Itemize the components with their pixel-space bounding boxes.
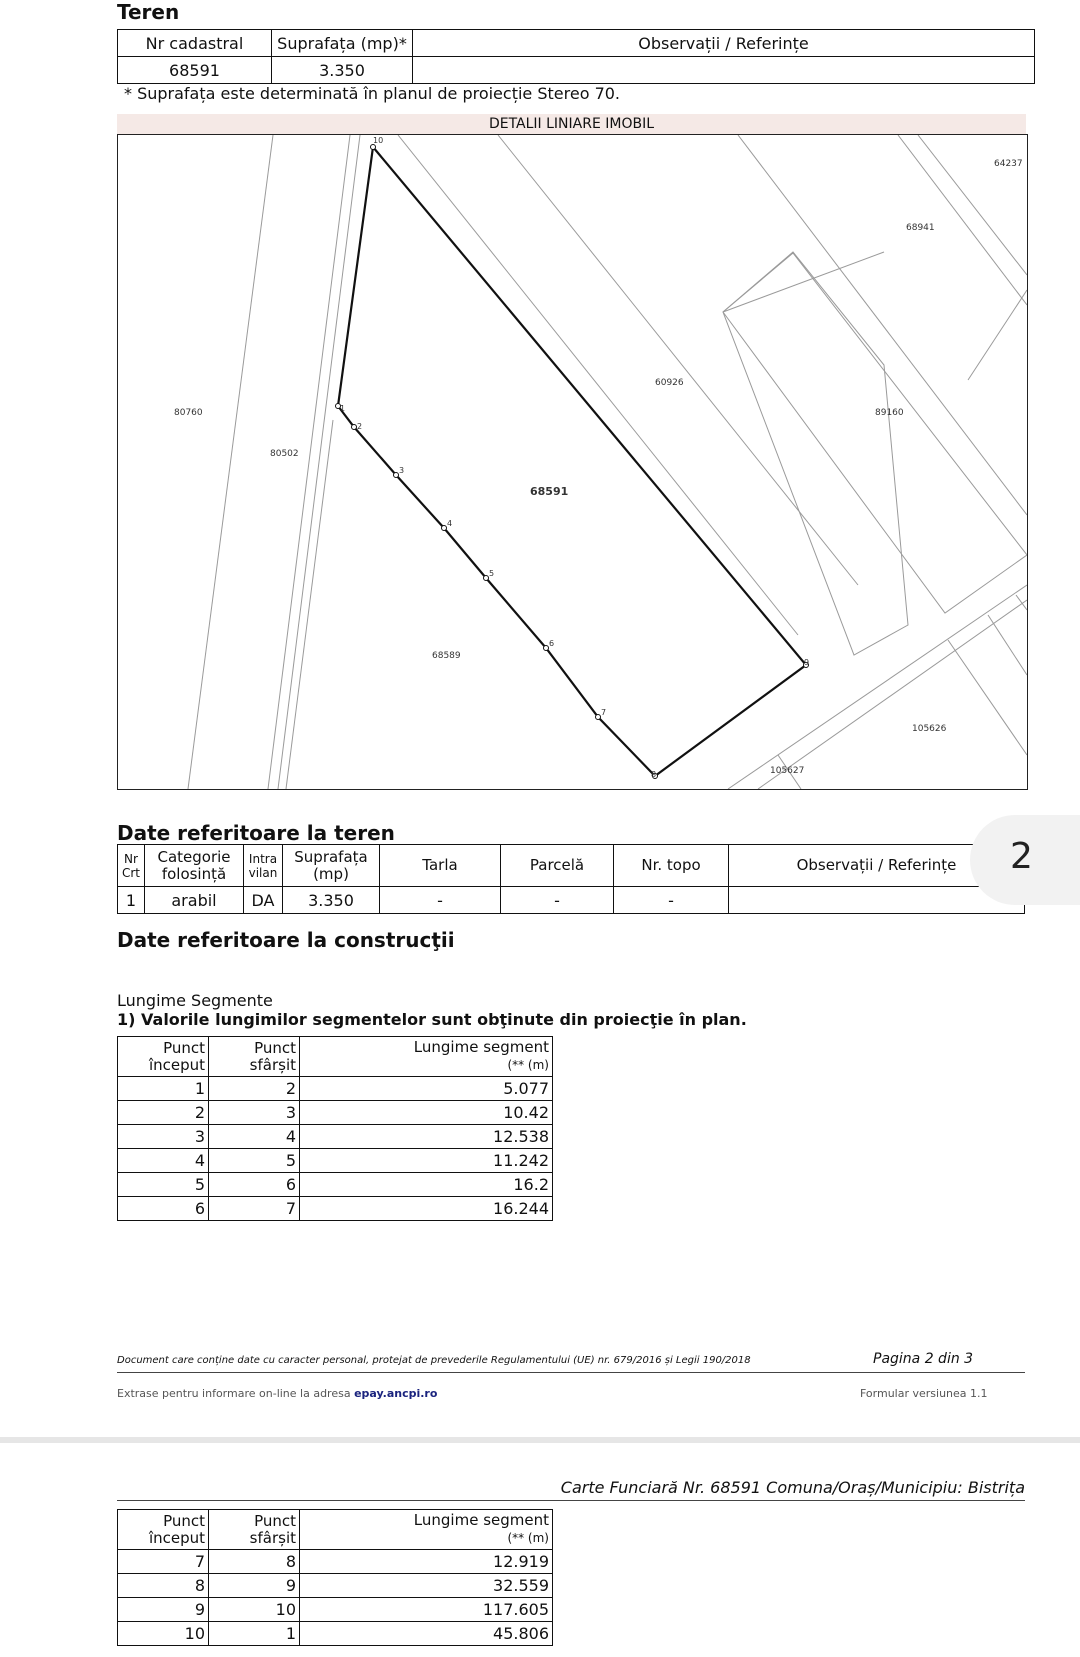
- point-label-4: 4: [447, 519, 453, 528]
- table-row: [118, 1077, 553, 1101]
- cell-nr-topo: -: [614, 887, 729, 914]
- page-badge-number: 2: [1010, 836, 1033, 877]
- header-nr-crt: Nr Crt: [118, 845, 145, 887]
- footer-page: Pagina 2 din 3: [873, 1351, 974, 1367]
- segment-end: 2: [209, 1077, 300, 1101]
- header-lungime-label: Lungime segment: [413, 1038, 549, 1056]
- header-punct-inceput: Punct început: [118, 1037, 209, 1077]
- label-68941: 68941: [906, 223, 935, 233]
- segment-length: 12.919: [300, 1550, 553, 1574]
- segment-length: 16.244: [300, 1197, 553, 1221]
- label-89160: 89160: [875, 408, 904, 418]
- point-label-8: 8: [651, 770, 657, 779]
- teren-title: Teren: [117, 0, 180, 24]
- segment-length: 45.806: [300, 1622, 553, 1646]
- cell-intravilan: DA: [244, 887, 283, 914]
- table-row: [118, 1622, 553, 1646]
- footer-extract-link[interactable]: epay.ancpi.ro: [354, 1387, 438, 1400]
- table-row: [118, 1550, 553, 1574]
- segment-length: 16.2: [300, 1173, 553, 1197]
- cell-parcela: -: [501, 887, 614, 914]
- header-punct-sfarsit-2: Punct sfârșit: [209, 1510, 300, 1550]
- segment-length: 10.42: [300, 1101, 553, 1125]
- segment-end: 3: [209, 1101, 300, 1125]
- cell-categorie: arabil: [145, 887, 244, 914]
- segments-table-continued: [117, 1509, 553, 1646]
- point-label-9: 9: [804, 658, 810, 667]
- footer-divider: [117, 1372, 1025, 1373]
- footer-privacy: Document care conține date cu caracter personal, protejat de prevederile Regulamentului (UE) nr. 679/2016 și Legii 190/2018: [117, 1355, 751, 1366]
- segment-end: 9: [209, 1574, 300, 1598]
- label-80502: 80502: [270, 449, 299, 459]
- segment-length: 11.242: [300, 1149, 553, 1173]
- cell-suprafata: 3.350: [272, 57, 413, 84]
- header-categorie: Categorie folosință: [145, 845, 244, 887]
- teren-table: [117, 29, 1035, 84]
- date-teren-title: Date referitoare la teren: [117, 821, 395, 845]
- header-tarla: Tarla: [380, 845, 501, 887]
- segment-start: 7: [118, 1550, 209, 1574]
- header-punct-inceput-2: Punct început: [118, 1510, 209, 1550]
- segment-start: 6: [118, 1197, 209, 1221]
- header-lungime-unit-2: (** (m): [507, 1531, 549, 1545]
- point-label-3: 3: [399, 466, 405, 475]
- segment-start: 9: [118, 1598, 209, 1622]
- cell-observatii: [413, 57, 1035, 84]
- table-row: [118, 1598, 553, 1622]
- segment-start: 4: [118, 1149, 209, 1173]
- segment-end: 1: [209, 1622, 300, 1646]
- header-nr-cadastral: Nr cadastral: [118, 30, 272, 57]
- table-row: [118, 1149, 553, 1173]
- footer-extract: [117, 1387, 437, 1400]
- cell-observatii-teren: [729, 887, 1025, 914]
- label-68591: 68591: [530, 485, 569, 498]
- point-label-7: 7: [601, 708, 607, 717]
- segment-length: 12.538: [300, 1125, 553, 1149]
- table-row: [118, 1574, 553, 1598]
- date-teren-table: [117, 844, 1025, 914]
- point-label-10: 10: [373, 136, 384, 145]
- segment-start: 1: [118, 1077, 209, 1101]
- point-label-1: 1: [340, 404, 346, 413]
- page-separator: [0, 1437, 1080, 1443]
- parcel-68591-boundary: [338, 147, 806, 776]
- segments-subtitle: 1) Valorile lungimilor segmentelor sunt obţinute din proiecţie în plan.: [117, 1010, 747, 1029]
- segment-length: 117.605: [300, 1598, 553, 1622]
- segment-end: 5: [209, 1149, 300, 1173]
- page3-header: Carte Funciară Nr. 68591 Comuna/Oraș/Municipiu: Bistrița: [560, 1478, 1025, 1497]
- segments-title: Lungime Segmente: [117, 991, 273, 1010]
- segment-length: 32.559: [300, 1574, 553, 1598]
- segment-start: 3: [118, 1125, 209, 1149]
- header-suprafata: Suprafața (mp)*: [272, 30, 413, 57]
- footer-extract-prefix: Extrase pentru informare on-line la adresa: [117, 1387, 351, 1400]
- label-80760: 80760: [174, 408, 203, 418]
- table-row: [118, 1101, 553, 1125]
- segment-start: 2: [118, 1101, 209, 1125]
- point-label-6: 6: [549, 639, 555, 648]
- cell-nr-crt: 1: [118, 887, 145, 914]
- header-suprafata-mp: Suprafața (mp): [283, 845, 380, 887]
- date-constructii-title: Date referitoare la construcţii: [117, 928, 455, 952]
- point-label-5: 5: [489, 569, 495, 578]
- cadastral-plan: [117, 134, 1028, 790]
- segment-end: 4: [209, 1125, 300, 1149]
- table-row: [118, 1173, 553, 1197]
- segment-start: 10: [118, 1622, 209, 1646]
- header-lungime-segment: [300, 1037, 553, 1077]
- header-lungime-unit: (** (m): [507, 1058, 549, 1072]
- segment-end: 10: [209, 1598, 300, 1622]
- segment-end: 7: [209, 1197, 300, 1221]
- segment-end: 8: [209, 1550, 300, 1574]
- header-punct-sfarsit: Punct sfârșit: [209, 1037, 300, 1077]
- segment-end: 6: [209, 1173, 300, 1197]
- segments-table: [117, 1036, 553, 1221]
- plan-title: DETALII LINIARE IMOBIL: [117, 114, 1026, 134]
- page3-header-divider: [117, 1500, 1025, 1501]
- segment-start: 5: [118, 1173, 209, 1197]
- label-105626: 105626: [912, 724, 947, 734]
- table-row: [118, 1125, 553, 1149]
- header-observatii-teren: Observații / Referințe: [729, 845, 1025, 887]
- teren-note: * Suprafața este determinată în planul de proiecție Stereo 70.: [124, 84, 621, 103]
- cell-tarla: -: [380, 887, 501, 914]
- label-68589: 68589: [432, 651, 461, 661]
- header-lungime-label-2: Lungime segment: [413, 1511, 549, 1529]
- footer-version: Formular versiunea 1.1: [860, 1387, 988, 1400]
- point-label-2: 2: [357, 422, 363, 431]
- segment-length: 5.077: [300, 1077, 553, 1101]
- cell-suprafata-mp: 3.350: [283, 887, 380, 914]
- plan-drawing: [118, 135, 1027, 789]
- header-lungime-segment-2: [300, 1510, 553, 1550]
- neighbor-parcels: [188, 135, 1027, 789]
- segment-start: 8: [118, 1574, 209, 1598]
- label-64237: 64237: [994, 159, 1023, 169]
- header-parcela: Parcelă: [501, 845, 614, 887]
- cell-nr-cadastral: 68591: [118, 57, 272, 84]
- table-row: [118, 1197, 553, 1221]
- label-105627: 105627: [770, 766, 805, 776]
- header-observatii: Observații / Referințe: [413, 30, 1035, 57]
- header-intravilan: Intra vilan: [244, 845, 283, 887]
- header-nr-topo: Nr. topo: [614, 845, 729, 887]
- label-60926: 60926: [655, 378, 684, 388]
